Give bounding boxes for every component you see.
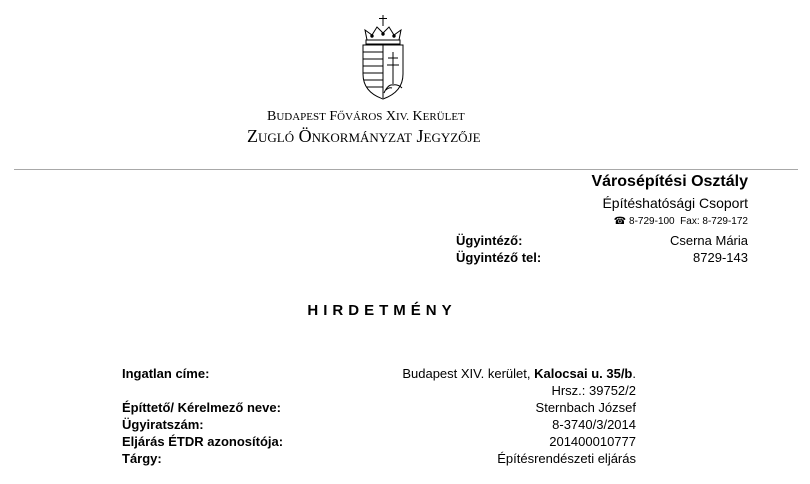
department-name: Városépítési Osztály [591, 173, 748, 190]
applicant-value: Sternbach József [535, 400, 636, 415]
issuer-district-text: BUDAPEST FŐVÁROS XIV. KERÜLET [267, 109, 465, 124]
address-suffix: . [632, 366, 636, 381]
file-number-label: Ügyiratszám: [122, 417, 204, 432]
subject-label: Tárgy: [122, 451, 162, 466]
lot-number: Hrsz.: 39752/2 [551, 383, 636, 398]
case-officer-label: Ügyintéző: [456, 233, 523, 248]
document-title: HIRDETMÉNY [307, 302, 457, 319]
issuer-line-notary [247, 126, 481, 147]
department-phones [614, 216, 748, 227]
issuer-line-district [267, 107, 465, 125]
etdr-id-value: 201400010777 [549, 434, 636, 449]
department-group: Építéshatósági Csoport [602, 195, 748, 211]
applicant-label: Építtető/ Kérelmező neve: [122, 400, 281, 415]
address-prefix: Budapest XIV. kerület, [402, 366, 535, 381]
coat-of-arms-emblem [357, 14, 409, 100]
phone-icon: ☎ [613, 216, 627, 227]
case-officer-tel-value: 8729-143 [693, 250, 748, 265]
etdr-id-label: Eljárás ÉTDR azonosítója: [122, 434, 284, 449]
file-number-value: 8-3740/3/2014 [552, 417, 636, 432]
subject-value: Építésrendészeti eljárás [497, 451, 636, 466]
case-officer-value: Cserna Mária [669, 233, 748, 248]
header-divider [14, 169, 798, 170]
issuer-notary-text: ZUGLÓ ÖNKORMÁNYZAT JEGYZŐJE [247, 126, 481, 146]
address-value [402, 366, 636, 381]
case-officer-tel-label: Ügyintéző tel: [456, 250, 542, 265]
phone-fax-numbers: 8-729-100 Fax: 8-729-172 [629, 216, 748, 227]
address-label: Ingatlan címe: [122, 366, 210, 381]
address-street: Kalocsai u. 35/b [534, 366, 633, 381]
